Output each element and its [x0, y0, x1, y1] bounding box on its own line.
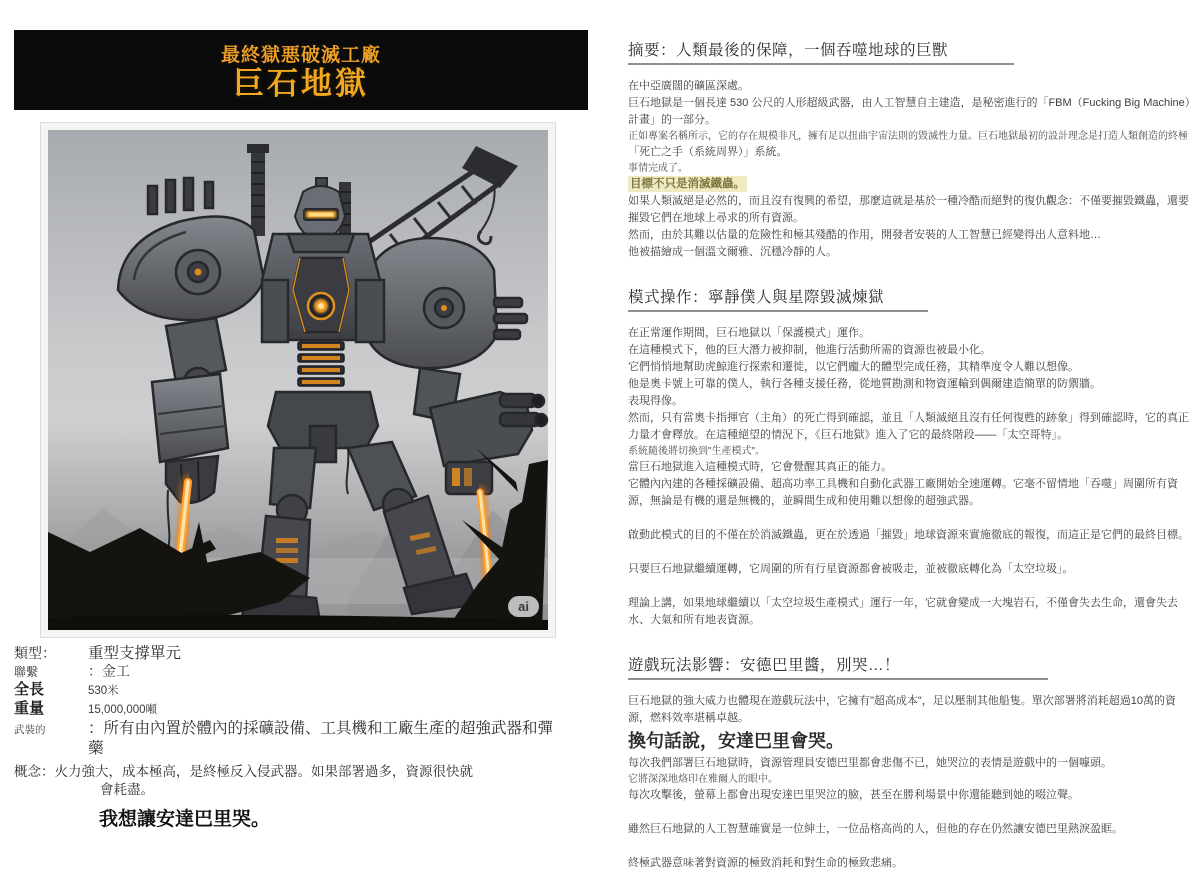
paragraph: 它將深深地烙印在雅爾人的眼中。	[628, 774, 778, 785]
paragraph-emphasis: 換句話說，安達巴里會哭。	[628, 731, 844, 751]
banner-title: 巨石地獄	[233, 65, 369, 101]
banner-subtitle: 最終獄悪破滅工廠	[220, 44, 381, 66]
paragraph: 啟動此模式的目的不僅在於消滅鐵蟲，更在於透過「摧毀」地球資源來實施徹底的報復，而這正是它們的最終目標。	[628, 529, 1189, 541]
spec-value: 530米	[88, 685, 119, 697]
spec-label: 重量	[14, 700, 45, 717]
paragraph: 他被描繪成一個溫文爾雅、沉穩冷靜的人。	[628, 246, 837, 258]
concept-line: 概念：火力強大，成本極高，是終極反入侵武器。如果部署過多，資源很快就	[14, 764, 473, 779]
spec-label: 武裝的	[14, 724, 46, 736]
torso	[262, 234, 384, 342]
paragraph: 只要巨石地獄繼續運轉，它周圍的所有行星資源都會被吸走，並被徹底轉化為「太空垃圾」。	[628, 563, 1074, 575]
section-heading-modes: 模式操作：寧靜僕人與星際毀滅煉獄	[628, 285, 928, 312]
spec-label: 全長	[14, 681, 45, 698]
spec-table	[14, 644, 596, 831]
paragraph: 系統隨後將切換到"生產模式"。	[628, 446, 766, 457]
spec-row-length	[14, 681, 596, 700]
paragraph: 如果人類滅絕是必然的，而且沒有復興的希望，那麼這就是基於一種冷酷而絕對的復仇觀念：不僅要摧毀鐵蟲，還要摧毀它們在地球上尋求的所有資源。	[628, 195, 1189, 224]
concept-line-continued: 會耗盡。	[100, 782, 154, 797]
paragraph: 「死亡之手（系統周界）」系統。	[628, 146, 788, 158]
spec-label: 聯繫	[14, 665, 39, 679]
section-heading-gameplay: 遊戲玩法影響：安德巴里醬，別哭…！	[628, 653, 1048, 680]
paragraph: 終極武器意味著對資源的極致消耗和對生命的極致悲痛。	[628, 857, 903, 869]
paragraph: 每次攻擊後，螢幕上都會出現安達巴里哭泣的臉，甚至在勝利場景中你還能聽到她的啜泣聲。	[628, 789, 1079, 801]
spec-value: 15,000,000噸	[88, 704, 158, 716]
highlighted-text: 目標不只是消滅鐵蟲。	[630, 178, 745, 190]
section-heading-summary: 摘要：人類最後的保障，一個吞噬地球的巨獸	[628, 38, 1014, 65]
paragraph: 他是奧卡號上可靠的僕人，執行各種支援任務，從地質勘測和物資運輸到偶爾建造簡單的防禦牆。	[628, 378, 1101, 390]
paragraph: 理論上講，如果地球繼續以「太空垃圾生產模式」運行一年，它就會變成一大塊岩石，不僅會失去生命，還會失去水、大氣和所有地表資源。	[628, 597, 1178, 626]
title-banner	[14, 30, 588, 110]
ai-badge: ai	[508, 596, 539, 617]
paragraph: 在這種模式下，他的巨大潛力被抑制，他進行活動所需的資源也被最小化。	[628, 344, 991, 356]
paragraph: 它體內內建的各種採礦設備、超高功率工具機和自動化武器工廠開始全速運轉。它毫不留情地「吞噬」周圍所有資源，無論是有機的還是無機的，並瞬間生成和使用難以想像的超強武器。	[628, 478, 1178, 507]
spec-value: ：所有由內置於體內的採礦設備、工具機和工廠生產的超強武器和彈藥	[88, 720, 554, 757]
spec-row-armament	[14, 719, 596, 759]
spec-row-type	[14, 644, 596, 663]
spec-label: 類型：	[14, 645, 56, 661]
paragraph: 正如專案名稱所示，它的存在規模非凡，擁有足以扭曲宇宙法則的毀滅性力量。巨石地獄最初的設計理念是打造人類創造的終極	[628, 131, 1188, 142]
mech-illustration	[48, 130, 548, 630]
paragraph: 它們悄悄地幫助虎鯨進行探索和遷徙，以它們龐大的體型完成任務，其精準度令人難以想像。	[628, 361, 1079, 373]
paragraph: 然而，由於其難以估量的危險性和極其殘酷的作用，開發者安裝的人工智慧已經變得出人意料地…	[628, 229, 1101, 241]
article	[628, 38, 1194, 872]
paragraph: 在中亞廣闊的礦區深處。	[628, 80, 749, 92]
paragraph: 每次我們部署巨石地獄時，資源管理員安德巴里都會悲傷不已，她哭泣的表情是遊戲中的一個噱頭。	[628, 757, 1112, 769]
paragraph: 然而，只有當奧卡指揮官（主角）的死亡得到確認，並且「人類滅絕且沒有任何復甦的跡象」得到確認時，它的真正力量才會釋放。在這種絕望的情況下，《巨石地獄》進入了它的最終階段——「太空哥特」。	[628, 412, 1189, 441]
paragraph: 事情完成了。	[628, 163, 688, 174]
tagline: 我想讓安達巴里哭。	[99, 809, 271, 830]
paragraph-highlight	[628, 176, 1194, 193]
paragraph: 在正常運作期間，巨石地獄以「保護模式」運作。	[628, 327, 870, 339]
paragraph: 雖然巨石地獄的人工智慧確實是一位紳士，一位品格高尚的人，但他的存在仍然讓安德巴里熱淚盈眶。	[628, 823, 1123, 835]
paragraph: 當巨石地獄進入這種模式時，它會覺醒其真正的能力。	[628, 461, 892, 473]
spec-row-affiliation	[14, 663, 596, 681]
paragraph: 巨石地獄的強大威力也體現在遊戲玩法中，它擁有"超高成本"，足以壓制其他船隻。單次部署將消耗超過10萬的資源，燃料效率堪稱卓越。	[628, 695, 1177, 724]
paragraph: 巨石地獄是一個長達 530 公尺的人形超級武器，由人工智慧自主建造，是秘密進行的「FBM（Fucking Big Machine）計畫」的一部分。	[628, 97, 1191, 126]
spec-row-weight	[14, 700, 596, 719]
mech-artwork-frame	[40, 122, 556, 638]
spec-value: ：金工	[88, 663, 130, 679]
spec-value: 重型支撐單元	[88, 645, 182, 662]
paragraph: 表現得像。	[628, 395, 683, 407]
